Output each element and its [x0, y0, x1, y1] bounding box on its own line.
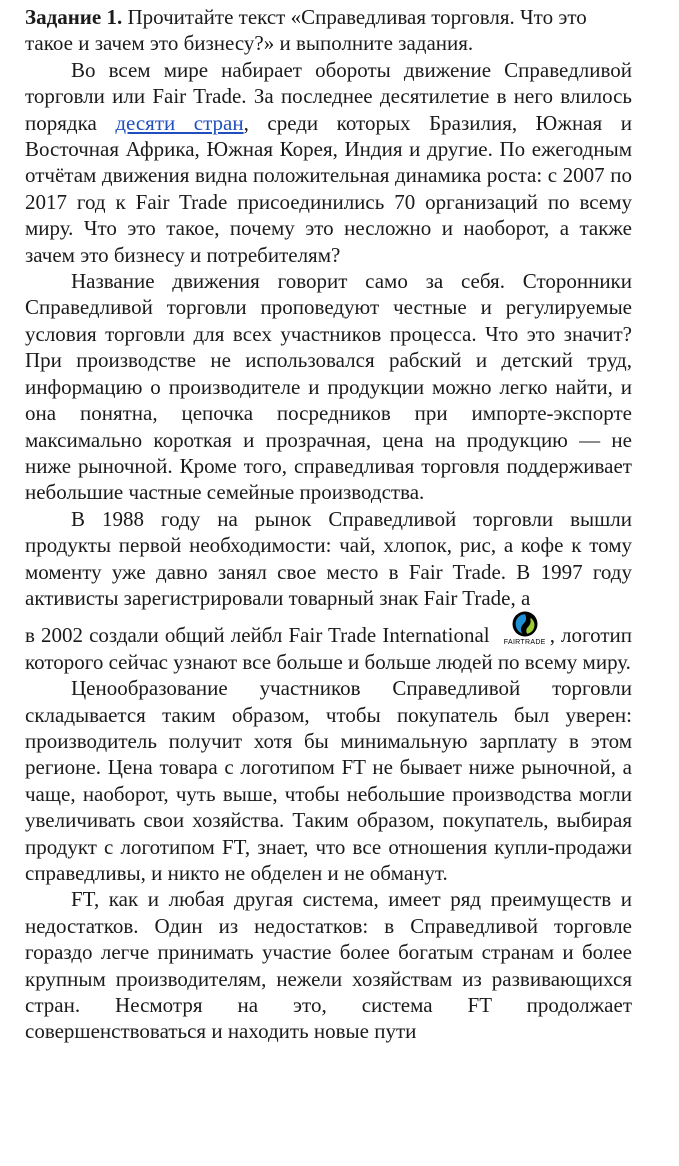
ten-countries-link[interactable]: десяти стран	[115, 110, 244, 135]
paragraph-1-end: , среди которых Бразилия, Южная и Восточная Африка, Южная Корея, Индия и другие. По ежегодным отчётам движения видна положительная динамика роста: с 2007 по 2017 год к Fair Trade присоединились 70 организаций по всему миру. Что это такое, почему это несложно и наоборот, а также зачем это бизнесу и потребителям?	[25, 110, 632, 267]
paragraph-4: Ценообразование участников Справедливой торговли складывается таким образом, чтобы покупатель был уверен: производитель получит хотя бы минимальную зарплату в этом регионе. Цена товара с логотипом FT не бывает ниже рыночной, а чаще, наоборот, чуть выше, чтобы небольшие производства могли увеличивать свои хозяйства. Таким образом, покупатель, выбирая продукт с логотипом FT, знает, что все отношения купли-продажи справедливы, и никто не обделен и не обманут.	[25, 676, 632, 885]
paragraph-3-before-logo: в 2002 создали общий лейбл Fair Trade International	[25, 623, 496, 648]
paragraph-5: FT, как и любая другая система, имеет ряд преимуществ и недостатков. Один из недостатков: в Справедливой торговле гораздо легче принимать участие более богатым странам и более крупным производителям, нежели хозяйствам из развивающихся стран. Несмотря на это, система FT продолжает совершенствоваться и находить новые пути	[25, 887, 632, 1044]
paragraph-3-after-logo: , логотип которого сейчас узнают все больше и больше людей по всему миру.	[25, 623, 633, 674]
document-page	[25, 4, 632, 1045]
fairtrade-logo-word: FAIRTRADE	[503, 639, 546, 647]
task-label: Задание 1.	[25, 5, 123, 29]
paragraph-1	[25, 57, 632, 268]
fairtrade-mark-icon	[512, 611, 538, 637]
task-text: Прочитайте текст «Справедливая торговля. Что это такое и зачем это бизнесу?» и выполните задания.	[25, 5, 587, 56]
task-heading	[25, 4, 632, 57]
paragraph-3-main: В 1988 году на рынок Справедливой торговли вышли продукты первой необходимости: чай, хлопок, рис, а кофе к тому моменту уже давно занял свое место в Fair Trade. В 1997 году активисты зарегистрировали товарный знак Fair Trade, а	[25, 506, 632, 610]
paragraph-3-logo-line	[25, 611, 632, 675]
paragraph-2: Название движения говорит само за себя. Сторонники Справедливой торговли проповедуют честные и регулируемые условия торговли для всех участников процесса. Что это значит? При производстве не использовался рабский и детский труд, информацию о производителе и продукции можно легко найти, и она понятна, цепочка посредников при импорте-экспорте максимально короткая и прозрачная, цена на продукцию — не ниже рыночной. Кроме того, справедливая торговля поддерживает небольшие частные семейные производства.	[25, 269, 632, 505]
fairtrade-logo	[500, 611, 550, 646]
paragraph-1-start: Во всем мире набирает обороты движение Справедливой торговли или Fair Trade. За последнее десятилетие в него влилось порядка	[25, 57, 632, 135]
paragraph-3	[25, 506, 632, 612]
